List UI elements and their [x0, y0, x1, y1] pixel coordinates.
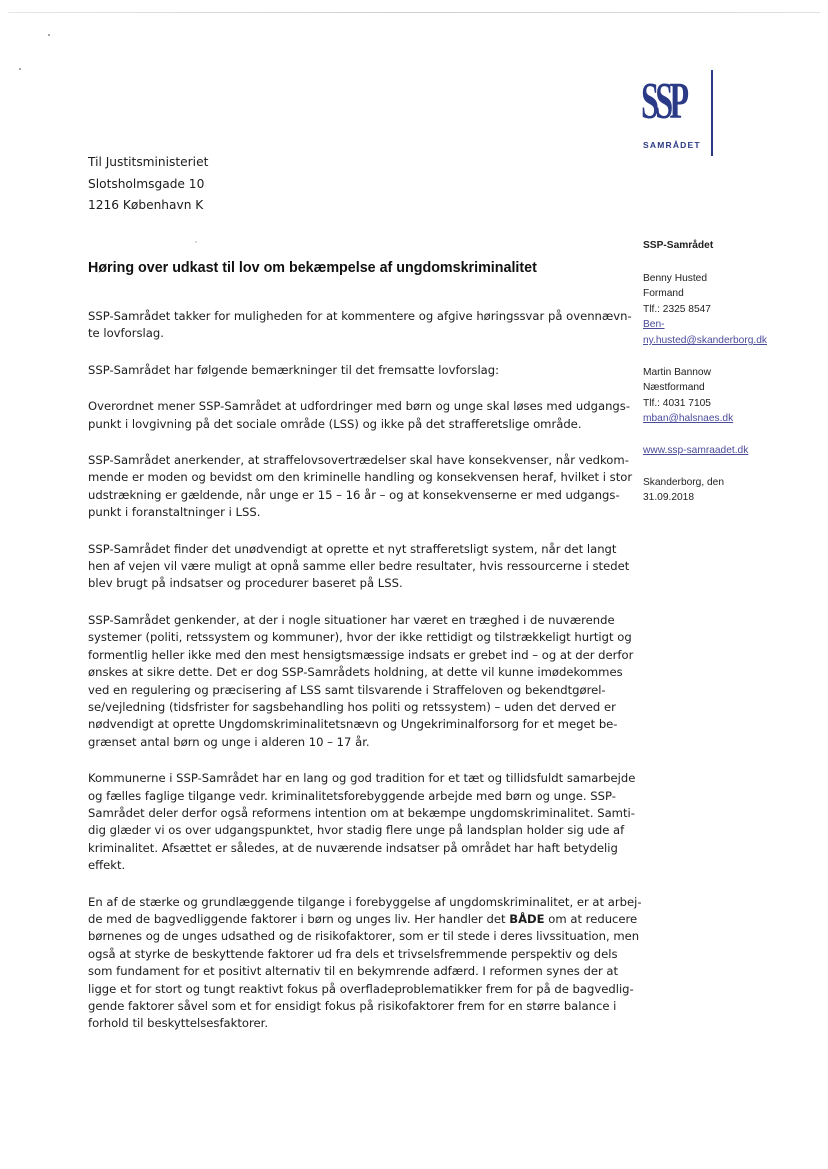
contact-block: [643, 271, 813, 349]
body-line: dig glæder vi os over udgangspunktet, hvor stadig flere unge på landsplan holder sig ude af: [88, 823, 625, 838]
body-line: Kommunerne i SSP-Samrådet har en lang og god tradition for et tæt og tillidsfuldt samarbejde: [88, 771, 636, 786]
body-line: te lovforslag.: [88, 326, 164, 341]
body-line: SSP-Samrådet anerkender, at straffelovsovertrædelser skal have konsekvenser, når vedkom-: [88, 453, 629, 468]
contact-email-link[interactable]: mban@halsnaes.dk: [643, 413, 734, 425]
recipient-line: Slotsholmsgade 10: [88, 176, 205, 191]
logo-subtitle: SAMRÅDET: [643, 140, 701, 150]
body-line: SSP-Samrådet genkender, at der i nogle situationer har været en træghed i de nuværende: [88, 612, 615, 627]
body-paragraph: [88, 362, 624, 379]
scan-speck: [195, 241, 197, 243]
body-paragraph: [88, 452, 633, 522]
contact-phone: Tlf.: 4031 7105: [643, 397, 711, 409]
contact-block: [643, 365, 813, 427]
body-line: som fundament for et positivt alternativ til en bekymrende adfærd. I reformen synes der at: [88, 964, 619, 979]
body-line: formentlig heller ikke med den mest hensigtsmæssige indsats er grebet ind – og at der derfor: [88, 647, 634, 662]
scan-speck: [48, 34, 50, 36]
ssp-logo: [641, 68, 721, 160]
logo-divider-bar: [711, 70, 713, 156]
letter-date: 31.09.2018: [643, 492, 694, 504]
body-line: grænset antal børn og unge i alderen 10 – 17 år.: [88, 734, 370, 749]
website-block: [643, 443, 813, 459]
recipient-line: 1216 København K: [88, 198, 204, 212]
contact-role: Formand: [643, 288, 684, 300]
contact-phone: Tlf.: 2325 8547: [643, 303, 711, 315]
body-line: hen af vejen vil være muligt at opnå samme eller bedre resultater, hvis ressourcerne i stedet: [88, 559, 630, 574]
sender-sidebar: [643, 238, 813, 522]
body-line: kriminalitet. Afsættet er således, at de nuværende indsatser på området har haft betydelig: [88, 840, 618, 855]
body-line: En af de stærke og grundlæggende tilgange i forebyggelse af ungdomskriminalitet, er at arbej-: [88, 894, 642, 909]
contact-name: Benny Husted: [643, 272, 707, 284]
body-line: punkt i lovgivning på det sociale område (LSS) og ikke på det strafferetslige område.: [88, 416, 582, 431]
contact-role: Næstformand: [643, 382, 705, 394]
body-line: børnenes og de unges udsathed og de risikofaktorer, som er til stede i deres livssituation, men: [88, 929, 640, 944]
body-line: ligge et for stort og tungt reaktivt fokus på overfladeproblematikker frem for på de bagvedlig-: [88, 981, 634, 996]
body-paragraph: [88, 612, 634, 751]
body-line: gende faktorer såvel som et for ensidigt fokus på risikofaktorer frem for en større balance i: [88, 999, 617, 1013]
body-line: effekt.: [88, 858, 126, 873]
scan-speck: [19, 68, 21, 70]
body-line: nødvendigt at oprette Ungdomskriminalitetsnævn og Ungekriminalforsorg for et meget be-: [88, 717, 618, 732]
body-line: mende er moden og bevidst om den kriminelle handling og konsekvensen heraf, hvilket i stor: [88, 470, 633, 485]
sidebar-org-name: SSP-Samrådet: [643, 240, 714, 251]
contact-email-link[interactable]: Ben-: [643, 319, 665, 331]
body-line: SSP-Samrådet finder det unødvendigt at oprette et nyt strafferetsligt system, når det langt: [88, 541, 617, 556]
website-link[interactable]: www.ssp-samraadet.dk: [643, 444, 749, 456]
contact-name: Martin Bannow: [643, 366, 711, 378]
body-line: forhold til beskyttelsesfaktorer.: [88, 1016, 269, 1031]
body-line: ved en regulering og præcisering af LSS samt tilsvarende i Straffeloven og bekendtgørel-: [88, 682, 606, 697]
body-line: se/vejledning (tidsfrister for sagsbehandling hos politi og retssystem) – uden det derved er: [88, 699, 616, 714]
body-line: også at styrke de beskyttende faktorer ud fra dels et trivselsfremmende perspektiv og dels: [88, 946, 618, 961]
body-line: Samrådet deler derfor også reformens intention om at bekæmpe ungdomskriminalitet. Samti-: [88, 805, 635, 820]
body-paragraph: [88, 541, 630, 593]
body-line: udstrækning er gældende, når unge er 15 – 16 år – og at konsekvenserne er med udgangs-: [88, 487, 620, 502]
body-line: punkt i foranstaltninger i LSS.: [88, 505, 261, 520]
contact-email-link[interactable]: ny.husted@skanderborg.dk: [643, 334, 767, 346]
date-block: [643, 475, 813, 506]
body-line: de med de bagvedliggende faktorer i børn og unges liv. Her handler det BÅDE om at reducere: [88, 911, 638, 926]
body-line: og fælles faglige tilgange vedr. kriminalitetsforebyggende arbejde med børn og unge. SSP-: [88, 788, 616, 803]
scan-edge-line: [8, 12, 820, 13]
body-paragraph: [88, 770, 636, 874]
logo-letters: SSP: [641, 73, 686, 130]
body-paragraph: [88, 308, 632, 343]
body-line: SSP-Samrådet takker for muligheden for at kommentere og afgive høringssvar på ovennævn-: [88, 309, 632, 323]
letter-subject: Høring over udkast til lov om bekæmpelse af ungdomskriminalitet: [88, 260, 537, 276]
body-line: ønskes at sikre dette. Det er dog SSP-Samrådets holdning, at dette vil kunne imødekommes: [88, 665, 623, 680]
recipient-line: Til Justitsministeriet: [88, 155, 209, 169]
body-paragraph: [88, 894, 642, 1033]
body-line: SSP-Samrådet har følgende bemærkninger til det fremsatte lovforslag:: [88, 362, 500, 377]
recipient-address: [88, 152, 208, 217]
letter-body: [88, 308, 642, 1052]
letter-place: Skanderborg, den: [643, 476, 724, 488]
body-line: blev brugt på indsatser og procedurer baseret på LSS.: [88, 576, 403, 591]
emphasis-word: BÅDE: [509, 911, 545, 926]
body-line: systemer (politi, retssystem og kommuner), hvor der ikke rettidigt og tilstrækkeligt hurtigt og: [88, 630, 632, 645]
body-line: Overordnet mener SSP-Samrådet at udfordringer med børn og unge skal løses med udgangs-: [88, 399, 631, 414]
body-paragraph: [88, 398, 631, 433]
